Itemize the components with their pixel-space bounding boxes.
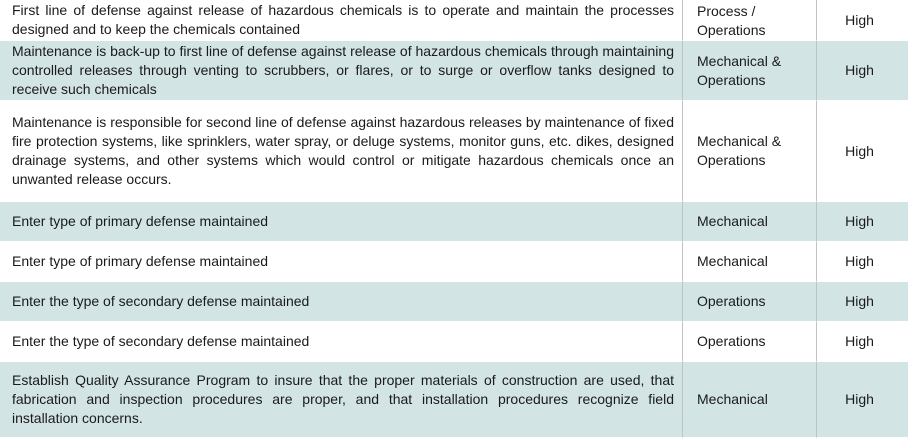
responsibility-cell — [682, 0, 816, 41]
responsibility-text: Operations — [697, 293, 766, 309]
description-cell — [0, 362, 682, 438]
responsibility-text: Mechanical — [697, 213, 768, 229]
responsibility-text: Mechanical — [697, 253, 768, 269]
description-text: Enter the type of secondary defense maintained — [12, 293, 310, 309]
description-cell — [0, 41, 682, 101]
priority-cell — [816, 0, 908, 41]
priority-text: High — [845, 293, 874, 309]
responsibility-cell — [682, 101, 816, 202]
responsibility-text: Mechanical — [697, 391, 768, 407]
description-text: Maintenance is back-up to first line of defense against release of hazardous chemicals through maintaining controlled releases through venting to scrubbers, or flares, or to surge or overflow tanks designed to receive such chemicals — [12, 43, 674, 97]
priority-text: High — [845, 253, 874, 269]
description-cell — [0, 322, 682, 362]
priority-cell — [816, 362, 908, 438]
description-cell — [0, 202, 682, 242]
responsibility-cell — [682, 242, 816, 282]
description-text: First line of defense against release of hazardous chemicals is to operate and maintain the processes designed and to keep the chemicals contained — [12, 2, 674, 37]
priority-cell — [816, 282, 908, 322]
priority-text: High — [845, 213, 874, 229]
priority-cell — [816, 322, 908, 362]
description-cell — [0, 0, 682, 41]
responsibility-cell — [682, 282, 816, 322]
responsibility-text: Process / Operations — [697, 3, 766, 38]
description-cell — [0, 242, 682, 282]
responsibility-cell — [682, 202, 816, 242]
description-text: Enter the type of secondary defense maintained — [12, 333, 310, 349]
responsibility-cell — [682, 362, 816, 438]
responsibility-cell — [682, 322, 816, 362]
priority-cell — [816, 41, 908, 101]
description-text: Establish Quality Assurance Program to insure that the proper materials of construction are used, that fabrication and inspection procedures are proper, and that installation procedures recognize field installation concerns. — [12, 372, 674, 426]
responsibility-cell — [682, 41, 816, 101]
description-text: Enter type of primary defense maintained — [12, 213, 269, 229]
priority-cell — [816, 202, 908, 242]
description-cell — [0, 101, 682, 202]
priority-text: High — [845, 142, 874, 159]
priority-text: High — [845, 333, 874, 349]
priority-text: High — [845, 62, 874, 78]
description-cell — [0, 282, 682, 322]
priority-cell — [816, 242, 908, 282]
responsibility-text: Mechanical & Operations — [697, 52, 782, 88]
priority-cell — [816, 101, 908, 202]
description-text: Maintenance is responsible for second line of defense against hazardous releases by maintenance of fixed fire protection systems, like sprinklers, water spray, or deluge systems, monitor guns, etc. dikes, designed drainage systems, and other systems which would control or mitigate hazardous chemicals once an unwanted release occurs. — [12, 114, 674, 187]
responsibility-text: Operations — [697, 333, 766, 349]
priority-text: High — [845, 391, 874, 407]
responsibility-text: Mechanical & Operations — [697, 133, 782, 168]
priority-text: High — [845, 11, 874, 28]
description-text: Enter type of primary defense maintained — [12, 253, 269, 269]
